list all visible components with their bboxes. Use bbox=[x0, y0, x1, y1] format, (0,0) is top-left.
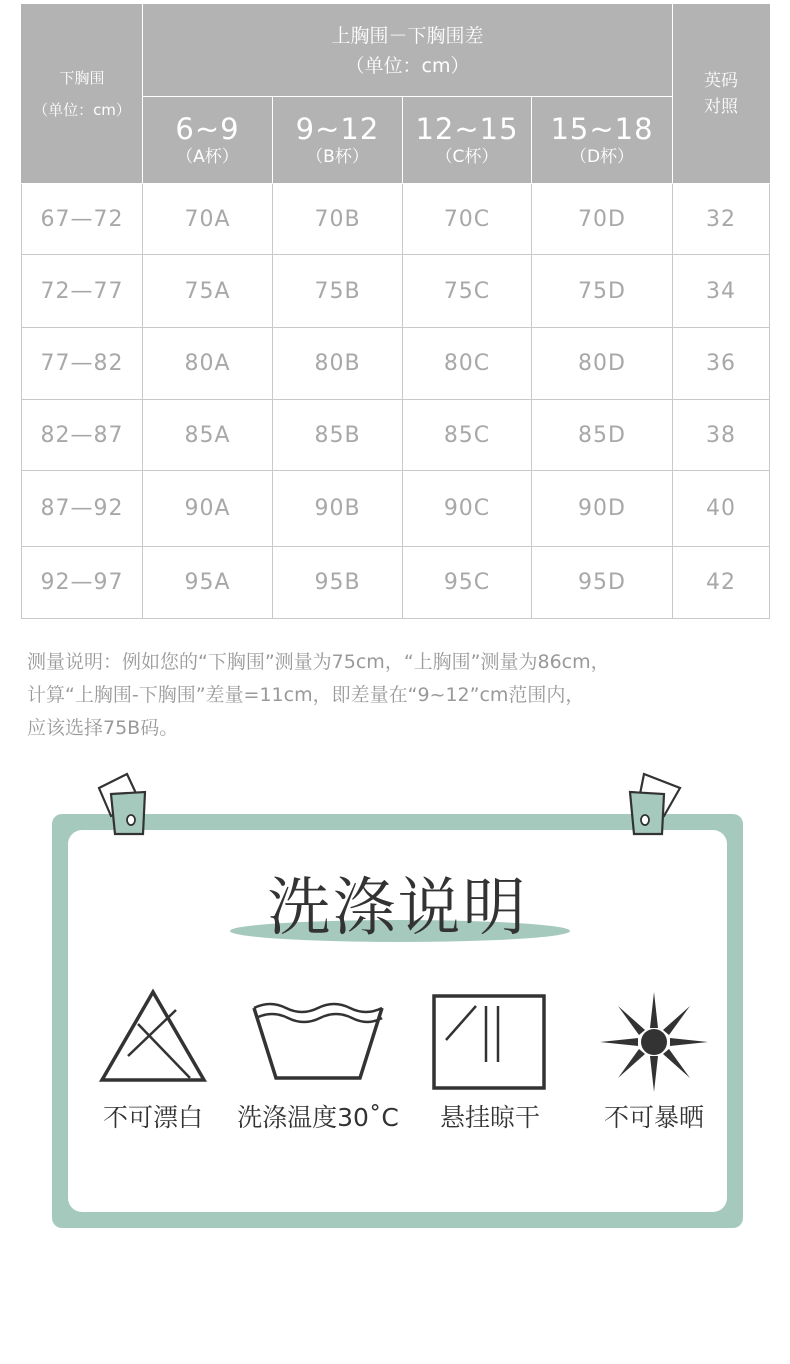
under-bust-cell: 82—87 bbox=[22, 400, 143, 471]
under-bust-cell: 77—82 bbox=[22, 328, 143, 400]
wash-title: 洗涤说明 bbox=[267, 871, 528, 944]
binder-clip-right-icon bbox=[628, 772, 682, 838]
size-cell-b: 90B bbox=[273, 471, 403, 547]
size-cell-a: 95A bbox=[143, 547, 273, 619]
cup-label: （D杯） bbox=[569, 147, 635, 167]
size-cell-d: 80D bbox=[532, 328, 673, 400]
size-cell-c: 80C bbox=[403, 328, 532, 400]
size-cell-a: 85A bbox=[143, 400, 273, 471]
care-label-wash-30: 洗涤温度30˚C bbox=[237, 1103, 399, 1132]
note-line: 测量说明：例如您的“下胸围”测量为75cm，“上胸围”测量为86cm， bbox=[27, 651, 610, 673]
wash-30-icon bbox=[250, 998, 386, 1082]
binder-clip-left-icon bbox=[97, 772, 151, 838]
cup-header-b bbox=[273, 97, 403, 184]
size-cell-d: 75D bbox=[532, 255, 673, 328]
size-cell-d: 70D bbox=[532, 184, 673, 255]
bust-diff-label: 上胸围－下胸围差 bbox=[331, 24, 484, 47]
no-bleach-icon bbox=[98, 988, 208, 1084]
size-cell-a: 75A bbox=[143, 255, 273, 328]
under-bust-cell: 92—97 bbox=[22, 547, 143, 619]
under-bust-cell: 67—72 bbox=[22, 184, 143, 255]
cup-header-c bbox=[403, 97, 532, 184]
wash-title-area bbox=[68, 870, 727, 950]
size-chart-table bbox=[21, 4, 770, 619]
care-label-no-bleach: 不可漂白 bbox=[102, 1103, 203, 1132]
eng-size-cell: 36 bbox=[673, 328, 770, 400]
eng-size-label-2: 对照 bbox=[704, 97, 739, 117]
size-cell-d: 90D bbox=[532, 471, 673, 547]
table-row bbox=[22, 547, 770, 619]
hang-dry-icon bbox=[432, 994, 548, 1092]
eng-size-cell: 32 bbox=[673, 184, 770, 255]
size-cell-d: 95D bbox=[532, 547, 673, 619]
note-line: 计算“上胸围-下胸围”差量=11cm，即差量在“9~12”cm范围内， bbox=[27, 684, 585, 706]
measurement-note bbox=[27, 646, 777, 745]
cup-label: （C杯） bbox=[435, 147, 499, 167]
cup-label: （B杯） bbox=[306, 147, 369, 167]
under-bust-label: 下胸围 bbox=[59, 69, 105, 87]
size-cell-c: 95C bbox=[403, 547, 532, 619]
eng-size-cell: 40 bbox=[673, 471, 770, 547]
size-cell-b: 70B bbox=[273, 184, 403, 255]
cup-range: 12~15 bbox=[415, 112, 519, 146]
size-cell-c: 90C bbox=[403, 471, 532, 547]
table-row bbox=[22, 400, 770, 471]
cup-range: 6~9 bbox=[175, 112, 240, 146]
size-cell-b: 95B bbox=[273, 547, 403, 619]
care-label-no-sun: 不可暴晒 bbox=[603, 1103, 704, 1132]
under-bust-header bbox=[22, 5, 143, 184]
care-label-hang-dry: 悬挂晾干 bbox=[439, 1103, 540, 1132]
size-cell-b: 85B bbox=[273, 400, 403, 471]
size-cell-c: 85C bbox=[403, 400, 532, 471]
size-cell-b: 75B bbox=[273, 255, 403, 328]
size-cell-c: 75C bbox=[403, 255, 532, 328]
size-cell-a: 70A bbox=[143, 184, 273, 255]
eng-size-header bbox=[673, 5, 770, 184]
under-bust-unit: （单位：cm） bbox=[33, 101, 131, 119]
bust-diff-unit: （单位：cm） bbox=[345, 54, 470, 77]
size-cell-d: 85D bbox=[532, 400, 673, 471]
note-line: 应该选择75B码。 bbox=[27, 717, 179, 739]
under-bust-cell: 72—77 bbox=[22, 255, 143, 328]
no-sun-icon bbox=[598, 990, 710, 1094]
size-cell-a: 80A bbox=[143, 328, 273, 400]
eng-size-cell: 34 bbox=[673, 255, 770, 328]
wash-instructions-card bbox=[68, 830, 727, 1212]
under-bust-cell: 87—92 bbox=[22, 471, 143, 547]
eng-size-cell: 38 bbox=[673, 400, 770, 471]
wash-instructions-board bbox=[52, 814, 743, 1228]
size-cell-b: 80B bbox=[273, 328, 403, 400]
cup-range: 15~18 bbox=[550, 112, 654, 146]
size-cell-c: 70C bbox=[403, 184, 532, 255]
bust-diff-header bbox=[143, 5, 673, 97]
cup-header-d bbox=[532, 97, 673, 184]
eng-size-cell: 42 bbox=[673, 547, 770, 619]
table-row bbox=[22, 184, 770, 255]
size-cell-a: 90A bbox=[143, 471, 273, 547]
cup-range: 9~12 bbox=[295, 112, 380, 146]
cup-label: （A杯） bbox=[176, 147, 239, 167]
table-row bbox=[22, 255, 770, 328]
cup-header-a bbox=[143, 97, 273, 184]
table-row bbox=[22, 471, 770, 547]
eng-size-label-1: 英码 bbox=[704, 71, 739, 91]
table-row bbox=[22, 328, 770, 400]
